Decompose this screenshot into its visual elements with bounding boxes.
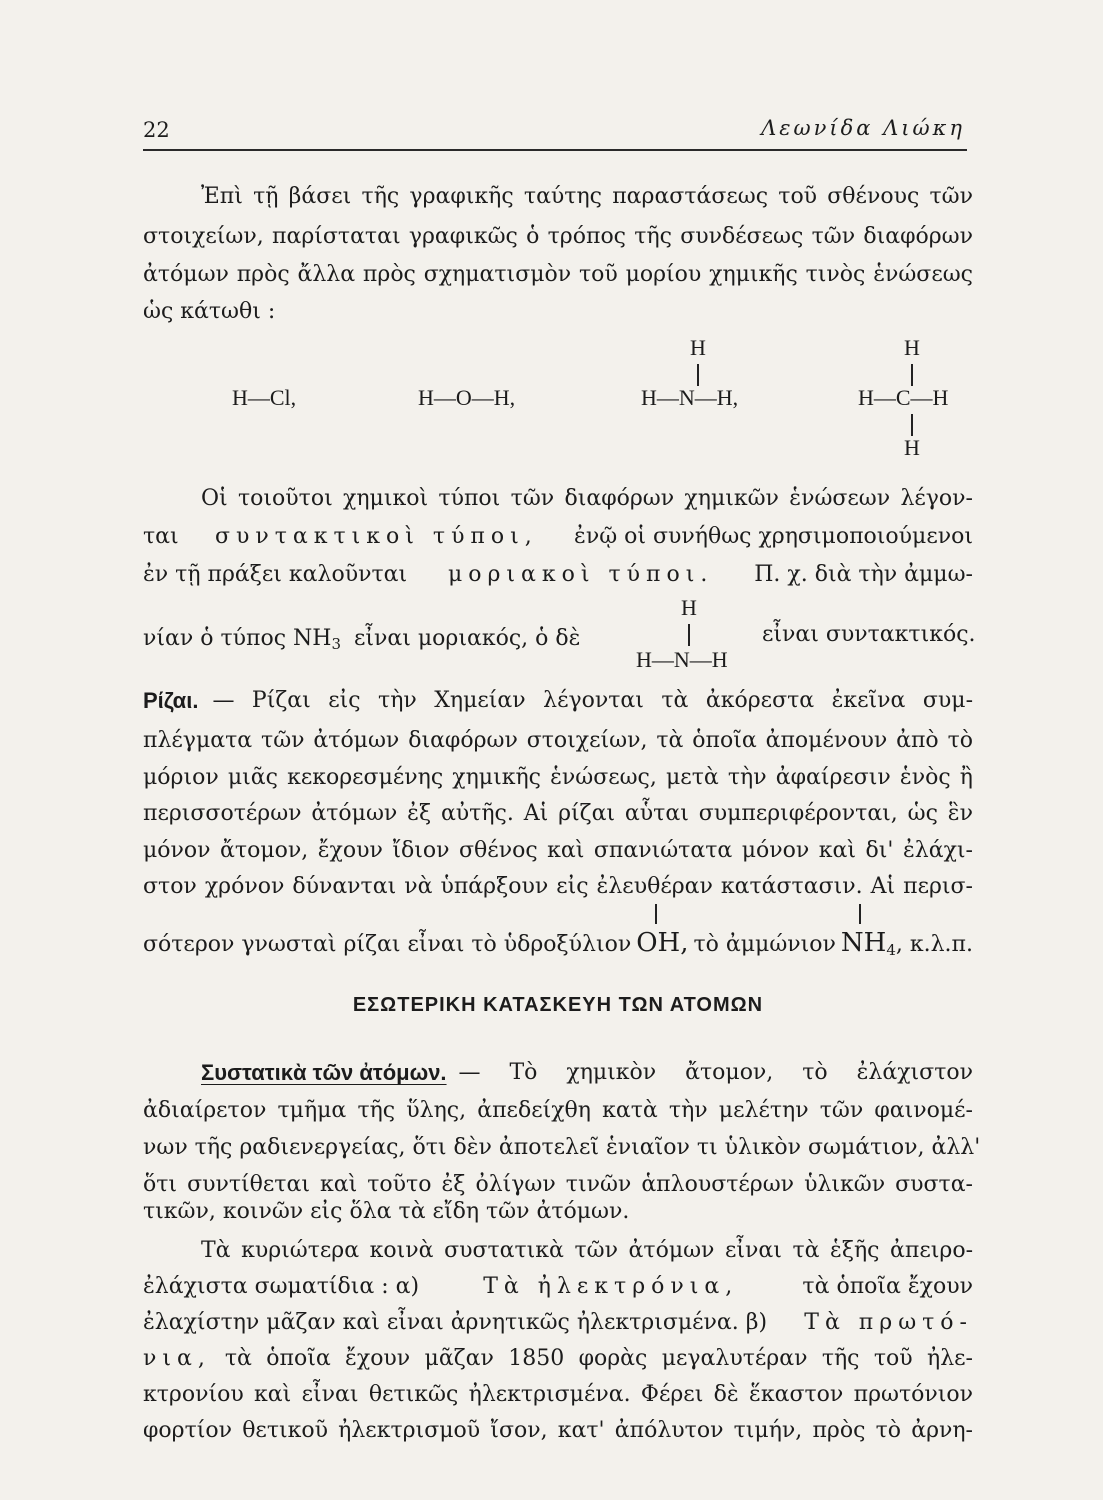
text-line: εἶναι συντακτικός.	[762, 622, 976, 647]
text-line: νων τῆς ραδιενεργείας, ὅτι δὲν ἀποτελεῖ ἑνιαῖον τι ὑλικὸν σωμάτιον, ἀλλ'	[143, 1135, 981, 1160]
text-line: ἐλαχίστην μᾶζαν καὶ εἶναι ἀρνητικῶς ἠλεκτρισμένα. β) Τὰ πρωτό-	[143, 1308, 973, 1338]
radical-ammonium: $NH_4$, κ.λ.π.	[840, 928, 973, 959]
formula-ammonia: H—N—H,	[641, 385, 739, 410]
formula-methane-top-h: H	[904, 335, 920, 360]
section-heading-constituents: Συστατικὰ τῶν ἀτόμων.	[201, 1060, 447, 1085]
text-line: πλέγματα τῶν ἀτόμων διαφόρων στοιχείων, τὰ ὁποῖα ἀπομένουν ἀπὸ τὸ	[143, 728, 973, 753]
text-line: Συστατικὰ τῶν ἀτόμων. — Τὸ χημικὸν ἄτομον, τὸ ἐλάχιστον	[143, 1058, 973, 1088]
formula-methane-bottom-h: H	[904, 435, 920, 460]
text-line: νια, τὰ ὁποῖα ἔχουν μᾶζαν 1850 φορὰς μεγαλυτέραν τῆς τοῦ ἠλε-	[143, 1344, 973, 1374]
page-header	[143, 112, 965, 146]
formula-water: H—O—H,	[418, 385, 516, 410]
text-line: κτρονίου καὶ εἶναι θετικῶς ἠλεκτρισμένα. Φέρει δὲ ἕκαστον πρωτόνιον	[143, 1382, 973, 1407]
header-rule	[143, 149, 967, 151]
formula-ammonia-top-h: H	[690, 335, 706, 360]
text-line: ται συντακτικοὶ τύποι, ἐνῷ οἱ συνήθως χρησιμοποιούμενοι	[143, 522, 973, 552]
section-title: ΕΣΩΤΕΡΙΚΗ ΚΑΤΑΣΚΕΥΗ ΤΩΝ ΑΤΟΜΩΝ	[352, 994, 764, 1016]
text-line: ἐν τῇ πράξει καλοῦνται μοριακοὶ τύποι. Π. χ. διὰ τὴν ἀμμω-	[143, 560, 973, 590]
text-line: Ρίζαι. — Ρίζαι εἰς τὴν Χημείαν λέγονται τὰ ἀκόρεστα ἐκεῖνα συμ-	[143, 686, 973, 716]
bond-line	[697, 364, 699, 386]
text-line: στον χρόνον δύνανται νὰ ὑπάρξουν εἰς ἐλευθέραν κατάστασιν. Αἱ περισ-	[143, 874, 973, 899]
text-line: σότερον γνωσταὶ ρίζαι εἶναι τὸ ὑδροξύλιον OH, τὸ ἀμμώνιον $NH_4$, κ.λ.π.	[143, 928, 973, 965]
text-line: ὅτι συντίθεται καὶ τοῦτο ἐξ ὀλίγων τινῶν ἁπλουστέρων ὑλικῶν συστα-	[143, 1172, 973, 1197]
text-line: ἀδιαίρετον τμῆμα τῆς ὕλης, ἀπεδείχθη κατὰ τὴν μελέτην τῶν φαινομέ-	[143, 1098, 973, 1123]
bond-line	[859, 904, 861, 924]
text-line: περισσοτέρων ἀτόμων ἐξ αὐτῆς. Αἱ ρίζαι αὗται συμπεριφέρονται, ὡς ἓν	[143, 801, 973, 826]
running-head-author: Λεωνίδα Λιώκη	[761, 116, 965, 140]
text-line: Οἱ τοιοῦτοι χημικοὶ τύποι τῶν διαφόρων χημικῶν ἑνώσεων λέγον-	[201, 486, 973, 511]
text-line: Ἐπὶ τῇ βάσει τῆς γραφικῆς ταύτης παραστάσεως τοῦ σθένους τῶν	[201, 184, 973, 209]
text-line: ἀτόμων πρὸς ἄλλα πρὸς σχηματισμὸν τοῦ μορίου χημικῆς τινὸς ἑνώσεως	[143, 262, 973, 287]
spaced-term: συντακτικοὶ τύποι,	[214, 524, 538, 549]
formula-ammonia-structural: H—N—H	[636, 647, 728, 672]
text-line: ἐλάχιστα σωματίδια : α) Τὰ ἠλεκτρόνια, τὰ ὁποῖα ἔχουν	[143, 1272, 973, 1302]
bond-line	[655, 904, 657, 924]
bond-line	[911, 364, 913, 386]
section-heading-radicals: Ρίζαι.	[143, 688, 199, 713]
spaced-term: Τὰ ἠλεκτρόνια,	[483, 1274, 739, 1299]
text-line: νίαν ὁ τύπος $NH_3$ εἶναι μοριακός, ὁ δὲ	[143, 626, 581, 653]
page-number: 22	[143, 118, 170, 142]
text-line: μόριον μιᾶς κεκορεσμένης χημικῆς ἑνώσεως, μετὰ τὴν ἀφαίρεσιν ἑνὸς ἢ	[143, 765, 973, 790]
text-line: ὡς κάτωθι :	[143, 299, 276, 324]
text-line: τικῶν, κοινῶν εἰς ὅλα τὰ εἴδη τῶν ἀτόμων.	[143, 1199, 630, 1224]
text-line: Τὰ κυριώτερα κοινὰ συστατικὰ τῶν ἀτόμων εἶναι τὰ ἑξῆς ἀπειρο-	[201, 1238, 973, 1263]
spaced-term: νια,	[143, 1346, 211, 1371]
formula-methane: H—C—H	[858, 385, 949, 410]
bond-line	[911, 414, 913, 436]
spaced-term: Τὰ πρωτό-	[804, 1310, 973, 1335]
formula-ammonia-top-h: H	[681, 595, 697, 620]
text-line: μόνον ἄτομον, ἔχουν ἴδιον σθένος καὶ σπανιώτατα μόνον καὶ δι' ἐλάχι-	[143, 838, 973, 863]
text-line: στοιχείων, παρίσταται γραφικῶς ὁ τρόπος τῆς συνδέσεως τῶν διαφόρων	[143, 224, 973, 249]
radical-hydroxyl: OH,	[636, 928, 689, 958]
formula-hcl: H—Cl,	[232, 385, 297, 410]
text-line: φορτίον θετικοῦ ἠλεκτρισμοῦ ἴσον, κατ' ἀπόλυτον τιμήν, πρὸς τὸ ἀρνη-	[143, 1418, 973, 1443]
spaced-term: μοριακοὶ τύποι.	[447, 562, 714, 587]
bond-line	[688, 624, 690, 646]
